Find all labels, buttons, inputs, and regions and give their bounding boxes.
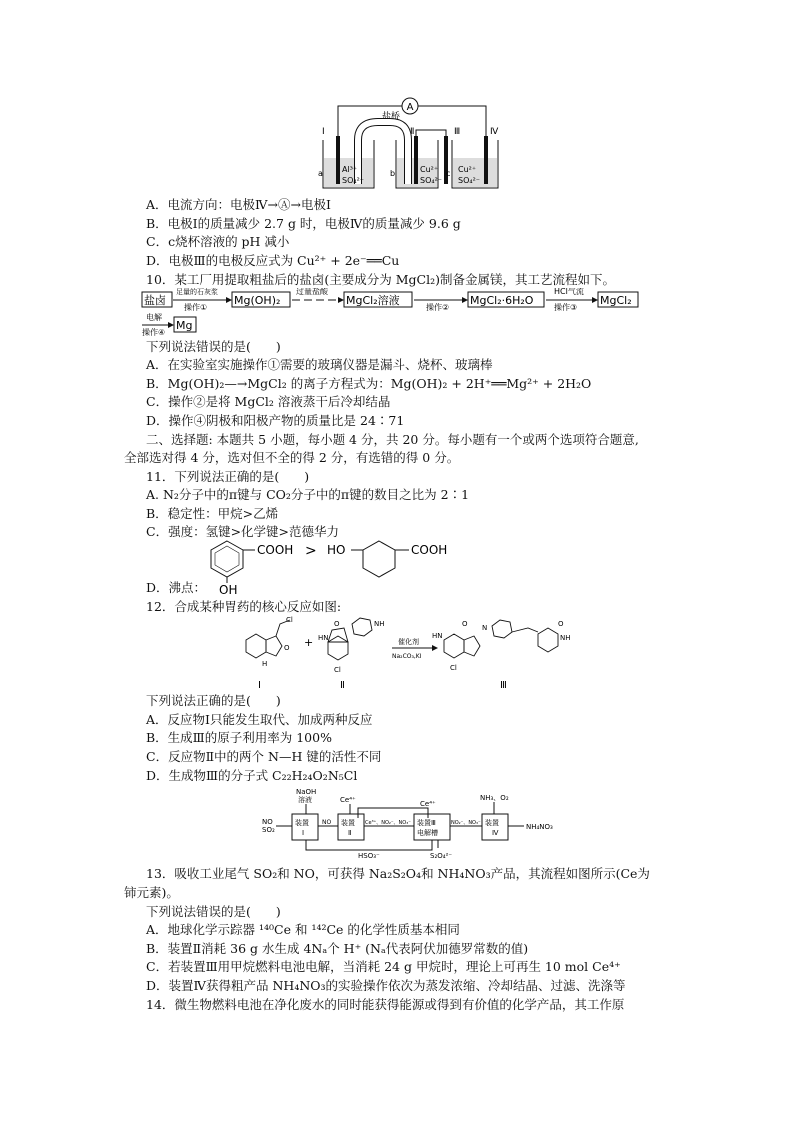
flow-reagent-5: 电解 bbox=[146, 313, 162, 322]
greater-than: > bbox=[305, 543, 317, 559]
atom-o: O bbox=[334, 620, 340, 628]
ion-label: SO₄²⁻ bbox=[342, 176, 365, 185]
flow-op-4: 操作④ bbox=[142, 328, 166, 336]
plus-sign: + bbox=[304, 636, 314, 649]
hso3-label: HSO₃⁻ bbox=[358, 852, 380, 860]
input-so2: SO₂ bbox=[262, 826, 275, 834]
q12-option-c: C．反应物Ⅱ中的两个 N—H 键的活性不同 bbox=[146, 749, 382, 764]
ion-label: SO₄²⁻ bbox=[458, 176, 481, 185]
compound-label-2: Ⅱ bbox=[340, 680, 345, 691]
device-3: 装置Ⅲ bbox=[417, 819, 436, 827]
q13-process-flow bbox=[262, 788, 562, 862]
atom-cl: Cl bbox=[286, 616, 293, 624]
section-2-line1: 二、选择题: 本题共 5 小题，每小题 4 分，共 20 分。每小题有一个或两个选项符合题意, bbox=[146, 432, 639, 447]
flow-node-hydrate: MgCl₂·6H₂O bbox=[470, 294, 534, 307]
q13-option-a: A．地球化学示踪器 ¹⁴⁰Ce 和 ¹⁴²Ce 的化学性质基本相同 bbox=[146, 922, 460, 937]
salt-bridge-label: 盐桥 bbox=[382, 112, 401, 122]
flow-op-3: 操作③ bbox=[554, 303, 578, 312]
atom-n: N bbox=[482, 624, 488, 632]
flow-reagent-2: 过量盐酸 bbox=[296, 288, 328, 296]
electrode-label-1: Ⅰ bbox=[322, 127, 325, 137]
q12-option-b: B．生成Ⅲ的原子利用率为 100% bbox=[146, 730, 332, 745]
atom-o: O bbox=[462, 620, 468, 628]
q13-stem-line1: 13．吸收工业尾气 SO₂和 NO，可获得 Na₂S₂O₄和 NH₄NO₃产品，其流程如图所示(Ce为 bbox=[146, 866, 650, 881]
beaker-label-c: c bbox=[446, 169, 451, 178]
mid-ions-label: Ce³⁺、NO₂⁻、NO₃⁻ bbox=[365, 820, 411, 826]
flow-node-mgcl2: MgCl₂ bbox=[600, 294, 632, 307]
oh-label: OH bbox=[219, 583, 238, 595]
no-label: NO bbox=[322, 819, 332, 826]
q10-option-b: B．Mg(OH)₂—→MgCl₂ 的离子方程式为：Mg(OH)₂ + 2H⁺══Mg²⁺ + 2H₂O bbox=[146, 376, 592, 391]
q10-option-c: C．操作②是将 MgCl₂ 溶液蒸干后冷却结晶 bbox=[146, 394, 391, 409]
flow-node-mgoh2: Mg(OH)₂ bbox=[234, 294, 281, 307]
flow-node-mgcl2-solution: MgCl₂溶液 bbox=[346, 294, 400, 307]
q9-option-b: B．电极Ⅰ的质量减少 2.7 g 时，电极Ⅳ的质量减少 9.6 g bbox=[146, 216, 461, 231]
electrochemical-cell-figure bbox=[318, 92, 508, 194]
q13-stem-line2: 铈元素)。 bbox=[124, 885, 179, 900]
atom-nh: NH bbox=[560, 634, 571, 642]
cooh-label: COOH bbox=[411, 543, 448, 557]
electrode-label-2: Ⅱ bbox=[410, 127, 415, 137]
q12-option-d: D．生成物Ⅲ的分子式 C₂₂H₂₄O₂N₅Cl bbox=[146, 768, 358, 783]
ce4-label: Ce⁴⁺ bbox=[340, 796, 356, 804]
cooh-label: COOH bbox=[257, 543, 294, 557]
device-1: 装置 bbox=[295, 819, 309, 827]
atom-cl: Cl bbox=[450, 664, 457, 672]
atom-hn: HN bbox=[318, 634, 329, 642]
device-2-num: Ⅱ bbox=[348, 829, 352, 837]
product-label: NH₄NO₃ bbox=[526, 823, 553, 831]
q13-option-d: D．装置Ⅳ获得粗产品 NH₄NO₃的实验操作依次为蒸发浓缩、冷却结晶、过滤、洗涤等 bbox=[146, 978, 626, 993]
q13-option-b: B．装置Ⅱ消耗 36 g 水生成 4Nₐ个 H⁺ (Nₐ代表阿伏加德罗常数的值) bbox=[146, 941, 529, 956]
q11-structures bbox=[205, 537, 485, 595]
q10-option-d: D．操作④阴极和阳极产物的质量比是 24∶71 bbox=[146, 413, 405, 428]
nh3-o2-label: NH₃、O₂ bbox=[480, 794, 509, 802]
compound-label-3: Ⅲ bbox=[500, 680, 507, 691]
q10-ask: 下列说法错误的是( ) bbox=[146, 339, 281, 354]
catalyst-label: 催化剂 bbox=[398, 638, 419, 646]
q12-ask: 下列说法正确的是( ) bbox=[146, 693, 281, 708]
device-3-sub: 电解槽 bbox=[417, 829, 438, 837]
q13-ask: 下列说法错误的是( ) bbox=[146, 904, 281, 919]
beaker-label-b: b bbox=[390, 169, 396, 178]
ce4-loop-label: Ce⁴⁺ bbox=[420, 800, 436, 808]
q12-stem: 12．合成某种胃药的核心反应如图: bbox=[146, 599, 342, 614]
naoh-label-2: 溶液 bbox=[298, 796, 312, 804]
q12-option-a: A．反应物Ⅰ只能发生取代、加成两种反应 bbox=[146, 712, 373, 727]
flow-op-1: 操作① bbox=[184, 303, 208, 312]
ion-label: SO₄²⁻ bbox=[420, 176, 443, 185]
no2-no3-label: NO₂⁻、NO₃⁻ bbox=[451, 820, 481, 826]
q9-option-d: D．电极Ⅲ的电极反应式为 Cu²⁺ + 2e⁻══Cu bbox=[146, 253, 400, 268]
ion-label: Al³⁺ bbox=[342, 165, 358, 174]
section-2-line2: 全部选对得 4 分，选对但不全的得 2 分，有选错的得 0 分。 bbox=[124, 450, 460, 465]
q10-stem: 10．某工厂用提取粗盐后的盐卤(主要成分为 MgCl₂)制备金属镁，其工艺流程如下。 bbox=[146, 272, 616, 287]
q11-option-d: D．沸点： bbox=[146, 580, 207, 595]
atom-h: H bbox=[262, 660, 268, 668]
atom-hn: HN bbox=[432, 632, 443, 640]
q9-option-a: A．电流方向：电极Ⅳ→Ⓐ→电极Ⅰ bbox=[146, 197, 331, 212]
beaker-label-a: a bbox=[318, 169, 323, 178]
ho-label: HO bbox=[327, 543, 346, 557]
conditions-label: Na₂CO₃,KI bbox=[392, 653, 422, 660]
s2o4-label: S₂O₄²⁻ bbox=[430, 852, 453, 860]
device-1-num: Ⅰ bbox=[302, 829, 305, 837]
device-2: 装置 bbox=[341, 819, 355, 827]
q11-option-c: C．强度：氢键>化学键>范德华力 bbox=[146, 524, 340, 539]
q11-option-b: B．稳定性：甲烷>乙烯 bbox=[146, 506, 279, 521]
q10-option-a: A．在实验室实施操作①需要的玻璃仪器是漏斗、烧杯、玻璃棒 bbox=[146, 357, 493, 372]
input-no: NO bbox=[262, 818, 273, 826]
ion-label: Cu²⁺ bbox=[420, 165, 439, 174]
q11-option-a: A. N₂分子中的π键与 CO₂分子中的π键的数目之比为 2∶1 bbox=[146, 487, 470, 502]
atom-o: O bbox=[558, 620, 564, 628]
naoh-label: NaOH bbox=[296, 788, 317, 796]
atom-nh: NH bbox=[374, 620, 385, 628]
device-4-num: Ⅳ bbox=[492, 829, 499, 837]
electrode-label-4: Ⅳ bbox=[490, 127, 499, 137]
q12-reaction-scheme bbox=[232, 614, 572, 692]
ion-label: Cu²⁺ bbox=[458, 165, 477, 174]
compound-label-1: Ⅰ bbox=[258, 680, 261, 691]
flow-node-mg: Mg bbox=[176, 319, 193, 332]
ammeter-label: A bbox=[406, 102, 414, 113]
electrode-label-3: Ⅲ bbox=[454, 127, 461, 137]
flow-reagent-1: 足量的石灰浆 bbox=[176, 288, 218, 296]
q11-stem: 11．下列说法正确的是( ) bbox=[146, 469, 310, 484]
flow-node-brine: 盐卤 bbox=[144, 294, 166, 307]
atom-o: O bbox=[284, 644, 290, 652]
q10-process-flow bbox=[140, 288, 660, 336]
q9-option-c: C．c烧杯溶液的 pH 减小 bbox=[146, 234, 290, 249]
q14-stem: 14．微生物燃料电池在净化废水的同时能获得能源或得到有价值的化学产品，其工作原 bbox=[146, 997, 625, 1012]
atom-cl: Cl bbox=[334, 666, 341, 674]
device-4: 装置 bbox=[485, 819, 499, 827]
flow-reagent-4: HCl气流 bbox=[554, 288, 584, 296]
q13-option-c: C．若装置Ⅲ用甲烷燃料电池电解，当消耗 24 g 甲烷时，理论上可再生 10 mol Ce⁴⁺ bbox=[146, 959, 621, 974]
flow-op-2: 操作② bbox=[426, 303, 450, 312]
